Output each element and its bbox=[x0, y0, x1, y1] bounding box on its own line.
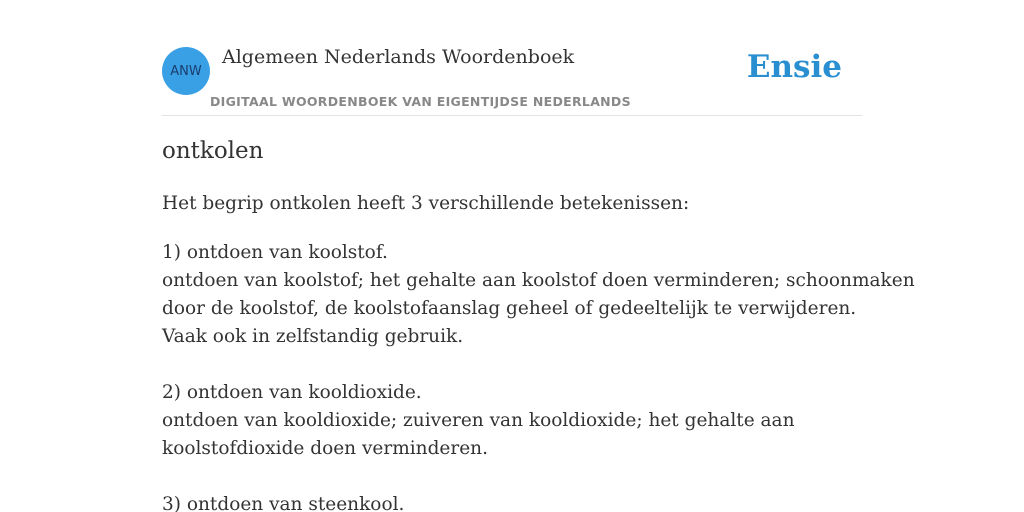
meaning-line: ontdoen van kooldioxide; zuiveren van kooldioxide; het gehalte aan bbox=[162, 410, 795, 431]
site-header bbox=[162, 0, 862, 116]
meaning-item bbox=[162, 239, 915, 351]
site-subtitle: DIGITAAL WOORDENBOEK VAN EIGENTIJDSE NEDERLANDS bbox=[210, 94, 631, 109]
intro-text: Het begrip ontkolen heeft 3 verschillende betekenissen: bbox=[162, 193, 690, 214]
anw-logo[interactable] bbox=[162, 47, 210, 95]
meaning-line: Vaak ook in zelfstandig gebruik. bbox=[162, 326, 464, 347]
ensie-logo[interactable]: Ensie bbox=[746, 49, 842, 85]
meanings-list bbox=[162, 239, 915, 512]
meaning-item bbox=[162, 379, 862, 463]
meaning-heading: 1) ontdoen van koolstof. bbox=[162, 242, 388, 263]
meaning-heading: 3) ontdoen van steenkool. bbox=[162, 494, 405, 512]
page-title: ontkolen bbox=[162, 138, 264, 164]
meaning-line: door de koolstof, de koolstofaanslag geheel of gedeeltelijk te verwijderen. bbox=[162, 298, 857, 319]
meaning-line: ontdoen van koolstof; het gehalte aan koolstof doen verminderen; schoonmaken bbox=[162, 270, 915, 291]
logo-text: ANW bbox=[170, 63, 202, 79]
meaning-line: koolstofdioxide doen verminderen. bbox=[162, 438, 488, 459]
meaning-heading: 2) ontdoen van kooldioxide. bbox=[162, 382, 422, 403]
meaning-item bbox=[162, 491, 862, 512]
site-title[interactable]: Algemeen Nederlands Woordenboek bbox=[222, 46, 575, 68]
